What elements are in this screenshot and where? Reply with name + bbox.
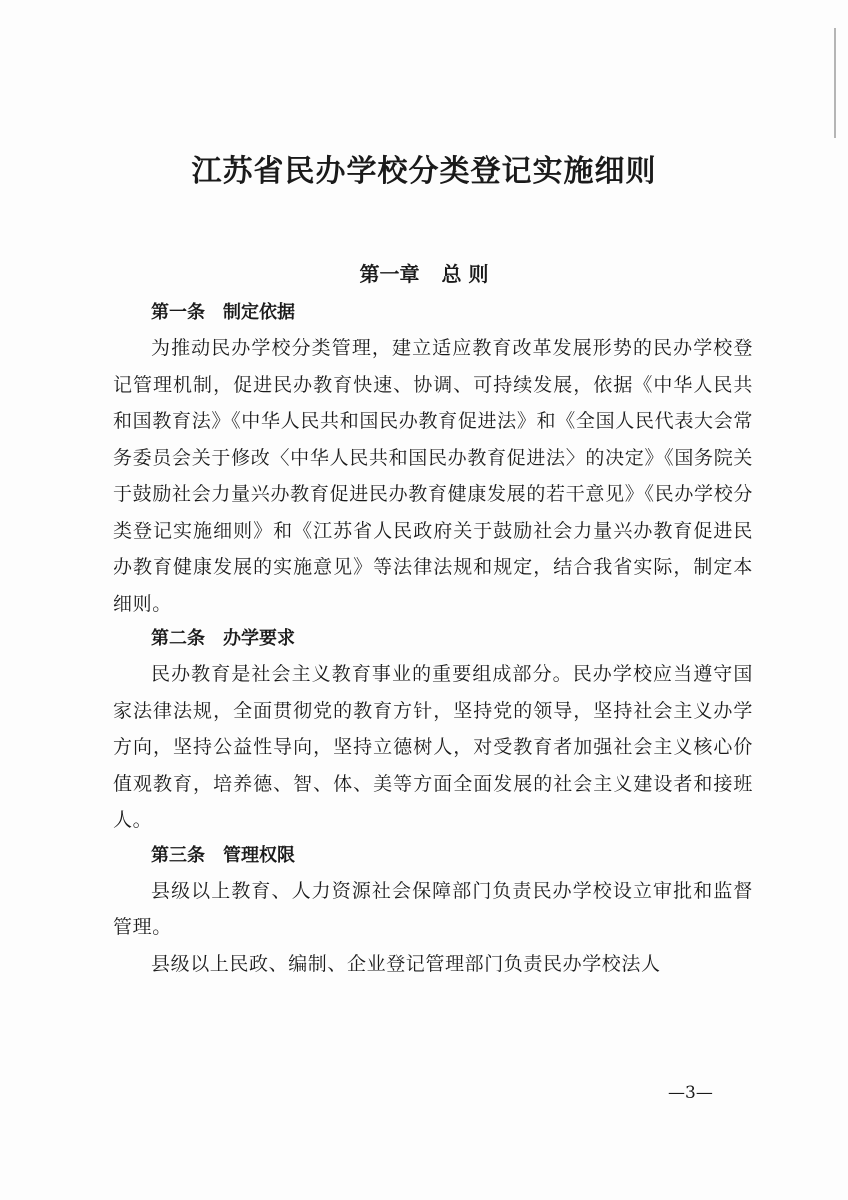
chapter-title: 总 则 bbox=[441, 262, 489, 286]
article-title: 管理权限 bbox=[223, 844, 295, 866]
article-number: 第一条 bbox=[151, 302, 205, 323]
article-heading bbox=[151, 296, 753, 330]
article-number: 第二条 bbox=[151, 628, 205, 649]
article-2 bbox=[113, 622, 753, 839]
chapter-heading bbox=[0, 258, 848, 287]
article-paragraph: 民办教育是社会主义教育事业的重要组成部分。民办学校应当遵守国家法律法规，全面贯彻党的教育方针，坚持党的领导，坚持社会主义办学方向，坚持公益性导向，坚持立德树人，对受教育者加强社会主义核心价值观教育，培养德、智、体、美等方面全面发展的社会主义建设者和接班人。 bbox=[113, 663, 753, 831]
page-number: —3— bbox=[668, 1083, 713, 1103]
chapter-label: 第一章 bbox=[359, 262, 420, 286]
article-paragraph: 县级以上民政、编制、企业登记管理部门负责民办学校法人 bbox=[151, 952, 661, 975]
article-paragraph: 县级以上教育、人力资源社会保障部门负责民办学校设立审批和监督管理。 bbox=[113, 879, 753, 938]
scan-edge-mark bbox=[834, 28, 836, 138]
article-1 bbox=[113, 296, 753, 622]
document-title: 江苏省民办学校分类登记实施细则 bbox=[191, 154, 657, 189]
document-body bbox=[113, 296, 753, 982]
article-paragraph: 为推动民办学校分类管理，建立适应教育改革发展形势的民办学校登记管理机制，促进民办教育快速、协调、可持续发展，依据《中华人民共和国教育法》《中华人民共和国民办教育促进法》和《全国人民代表大会常务委员会关于修改〈中华人民共和国民办教育促进法〉的决定》《国务院关于鼓励社会力量兴办教育促进民办教育健康发展的若干意见》《民办学校分类登记实施细则》和《江苏省人民政府关于鼓励社会力量兴办教育促进民办教育健康发展的实施意见》等法律法规和规定，结合我省实际，制定本细则。 bbox=[113, 337, 753, 615]
article-heading bbox=[151, 839, 753, 873]
article-number: 第三条 bbox=[151, 844, 205, 866]
article-3 bbox=[113, 839, 753, 983]
article-title: 制定依据 bbox=[223, 302, 295, 323]
article-title: 办学要求 bbox=[223, 628, 295, 649]
article-heading bbox=[151, 622, 753, 656]
